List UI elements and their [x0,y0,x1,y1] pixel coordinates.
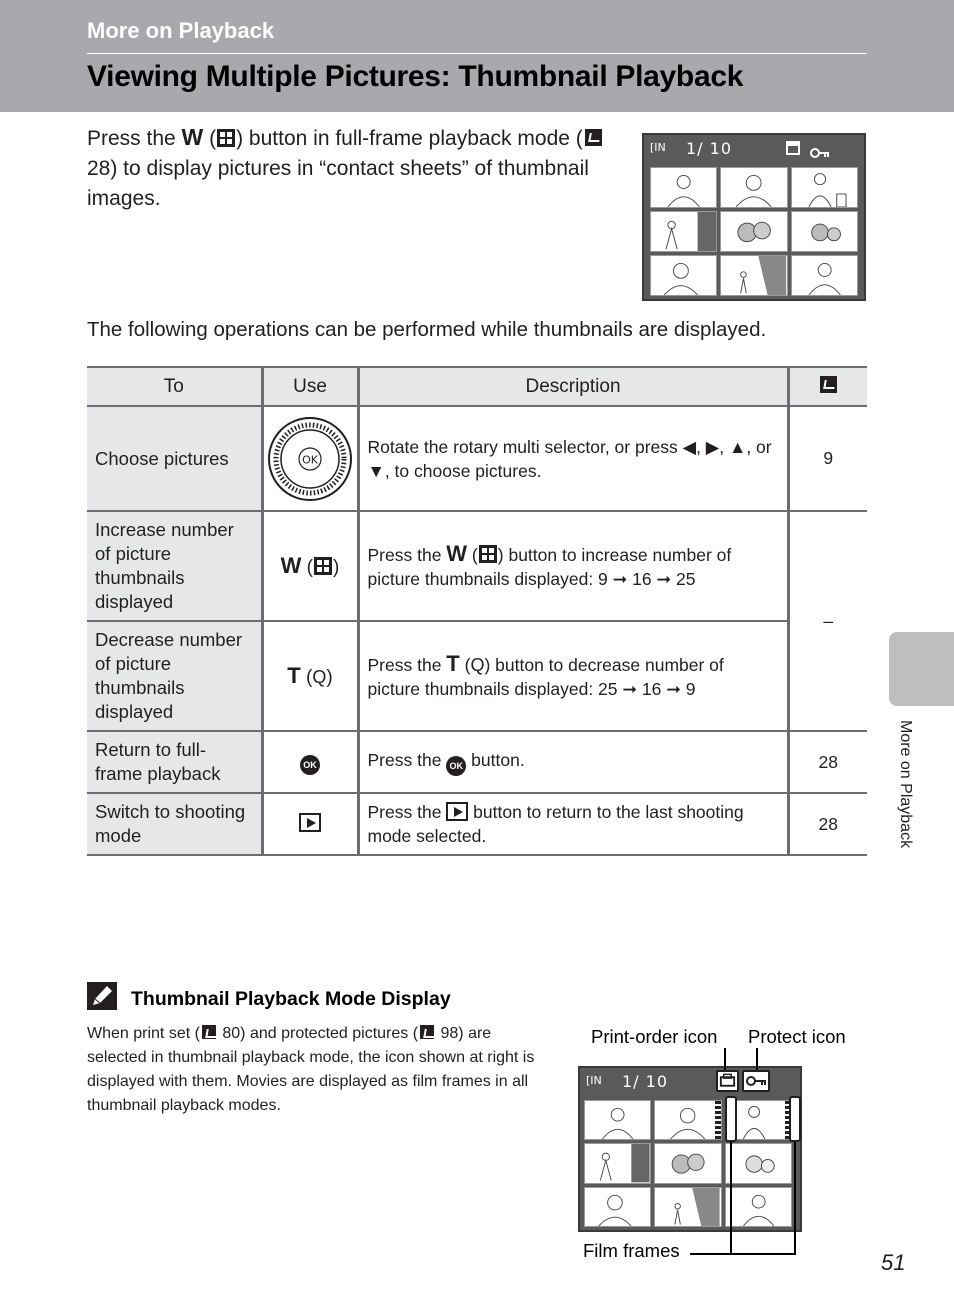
operations-intro: The following operations can be performed while thumbnails are displayed. [87,318,767,341]
callout-line [724,1048,726,1070]
page-reference-icon [202,1025,216,1039]
table-row [87,621,867,731]
row-reference: 9 [788,406,867,511]
zoom-in-icon: Q [470,654,485,675]
table-row [87,793,867,855]
film-frame-highlight [789,1096,801,1142]
column-header-use: Use [262,367,358,406]
svg-text:OK: OK [302,453,318,466]
section-title: More on Playback [87,18,275,43]
column-header-to: To [87,367,262,406]
thumbnail [584,1100,651,1140]
thumbnail [791,211,858,252]
row-description: Press the T (Q) button to decrease number of picture thumbnails displayed: 25 ➞ 16 ➞ 9 [358,621,788,731]
thumbnail [791,167,858,208]
row-use [262,406,358,511]
row-action: Decrease number of picture thumbnails displayed [87,621,262,731]
ok-button-icon: OK [300,755,320,775]
page-reference-icon [420,1025,434,1039]
page-reference-icon [585,129,602,146]
page-title: Viewing Multiple Pictures: Thumbnail Playback [87,60,744,93]
row-description: Press the OK button. [358,731,788,793]
table-row [87,406,867,511]
protect-icon [742,1070,770,1092]
thumbnail-grid [584,1100,792,1227]
thumbnail [650,255,717,296]
w-key-label: W [280,553,302,578]
row-action: Increase number of picture thumbnails displayed [87,511,262,621]
playback-button-icon [446,802,468,821]
protect-icon [810,143,830,153]
row-reference: 28 [788,793,867,855]
callout-line [756,1048,758,1070]
frame-counter: 1/ 10 [622,1072,669,1091]
screen-status-bar [644,135,864,163]
thumbnail [725,1143,792,1183]
page-number: 51 [881,1250,906,1275]
thumbnail [720,211,787,252]
row-description: Press the button to return to the last shooting mode selected. [358,793,788,855]
header-divider [87,53,867,54]
row-description: Rotate the rotary multi selector, or press ◀, ▶, ▲, or ▼, to choose pictures. [358,406,788,511]
thumbnail-grid [650,167,858,296]
film-frame-highlight [725,1096,737,1142]
intro-text-1: Press the [87,127,182,150]
row-action: Switch to shooting mode [87,793,262,855]
thumbnail [725,1187,792,1227]
thumbnail [650,167,717,208]
table-row [87,511,867,621]
thumbnail [791,255,858,296]
table-header-row [87,367,867,406]
chapter-side-label: More on Playback [897,720,914,849]
thumbnail-grid-icon [479,545,497,563]
zoom-in-icon: Q [312,667,327,687]
callout-line [730,1142,732,1254]
page-reference-icon [820,376,837,393]
protect-callout-label: Protect icon [748,1026,846,1047]
row-reference: – [788,511,867,731]
print-order-icon [786,141,800,155]
t-key-label: T [446,650,460,676]
intro-text-3: 28) to display pictures in “contact sheets” of thumbnail images. [87,157,589,210]
w-key-label: W [181,124,204,150]
thumbnail [654,1187,721,1227]
internal-memory-indicator: [IN [650,141,666,154]
frame-counter: 1/ 10 [686,139,733,158]
print-order-icon [716,1070,739,1092]
thumbnail [584,1143,651,1183]
row-use: T (Q) [262,621,358,731]
operations-table [87,366,867,856]
thumbnail [650,211,717,252]
header-band [0,0,954,112]
column-header-reference [788,367,867,406]
note-pencil-icon [87,982,117,1010]
thumbnail [654,1143,721,1183]
row-reference: 28 [788,731,867,793]
ok-button-icon: OK [446,756,466,776]
intro-text-2: button in full-frame playback mode [243,127,570,150]
thumbnail [720,167,787,208]
rotary-multi-selector-icon [267,416,353,502]
internal-memory-indicator: [IN [586,1074,602,1087]
callout-line [690,1253,796,1255]
t-key-label: T [287,663,301,688]
thumbnail-screen-preview [642,133,866,301]
note-body: When print set ( 80) and protected pictures ( 98) are selected in thumbnail playback mode, the icon shown at right is displayed with them. Movies are displayed as film frames in all thumbnail playback modes. [87,1025,535,1114]
row-action: Choose pictures [87,406,262,511]
thumbnail [584,1187,651,1227]
film-frames-callout-label: Film frames [583,1240,680,1261]
note-title: Thumbnail Playback Mode Display [131,988,451,1010]
w-key-label: W [446,540,468,566]
table-row [87,731,867,793]
thumbnail [654,1100,721,1140]
row-action: Return to full-frame playback [87,731,262,793]
row-use: W ( ) [262,511,358,621]
column-header-description: Description [358,367,788,406]
thumbnail [720,255,787,296]
row-use [262,731,358,793]
print-order-callout-label: Print-order icon [591,1026,718,1047]
row-use [262,793,358,855]
intro-paragraph: Press the W ( ) button in full-frame playback mode ( 28) to display pictures in “contact sheets” of thumbnail images. [87,122,617,214]
row-description: Press the W ( ) button to increase number of picture thumbnails displayed: 9 ➞ 16 ➞ 25 [358,511,788,621]
chapter-side-tab [889,632,954,706]
thumbnail-grid-icon [217,129,235,147]
callout-line [794,1142,796,1254]
thumbnail-grid-icon [314,557,332,575]
playback-button-icon [299,813,321,832]
